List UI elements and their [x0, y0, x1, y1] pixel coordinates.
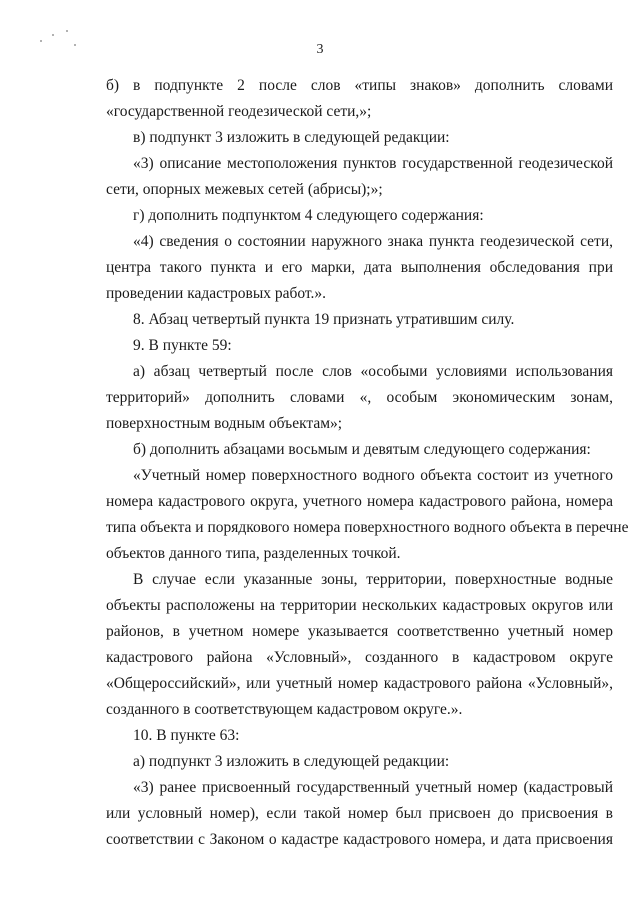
text-line: поверхностным водным объектам»; — [106, 415, 343, 432]
text-line: «Учетный номер поверхностного водного объекта состоит из учетного — [133, 467, 613, 484]
text-line: в) подпункт 3 изложить в следующей редакции: — [133, 129, 450, 146]
text-line: соответствии с Законом о кадастре кадастрового номера, и дата присвоения — [106, 831, 613, 848]
text-line: центра такого пункта и его марки, дата выполнения обследования при — [106, 259, 613, 276]
scan-speck — [66, 30, 68, 32]
text-line: «3) описание местоположения пунктов государственной геодезической — [133, 155, 613, 172]
text-line: «государственной геодезической сети,»; — [106, 103, 372, 120]
scan-speck — [52, 34, 54, 36]
text-line: а) абзац четвертый после слов «особыми условиями использования — [133, 363, 613, 380]
text-line: или условный номер), если такой номер был присвоен до присвоения в — [106, 805, 613, 822]
text-line: объекты расположены на территории нескольких кадастровых округов или — [106, 597, 613, 614]
text-line: территорий» дополнить словами «, особым экономическим зонам, — [106, 389, 613, 406]
text-line: «4) сведения о состоянии наружного знака пункта геодезической сети, — [133, 233, 613, 250]
text-line: г) дополнить подпунктом 4 следующего содержания: — [133, 207, 484, 224]
text-line: В случае если указанные зоны, территории, поверхностные водные — [133, 571, 613, 588]
text-line: б) в подпункте 2 после слов «типы знаков» дополнить словами — [106, 77, 613, 94]
page-number: 3 — [316, 42, 324, 57]
text-line: созданного в соответствующем кадастровом округе.». — [106, 701, 463, 718]
text-line: «3) ранее присвоенный государственный учетный номер (кадастровый — [133, 779, 613, 796]
text-line: проведении кадастровых работ.». — [106, 285, 327, 302]
text-line: 9. В пункте 59: — [133, 337, 232, 354]
text-line: кадастрового района «Условный», созданного в кадастровом округе — [106, 649, 613, 666]
text-line: объектов данного типа, разделенных точкой. — [106, 545, 401, 562]
text-line: районов, в учетном номере указывается соответственно учетный номер — [106, 623, 613, 640]
text-line: типа объекта и порядкового номера поверхностного водного объекта в перечне — [106, 519, 629, 536]
text-line: б) дополнить абзацами восьмым и девятым следующего содержания: — [133, 441, 591, 458]
text-line: сети, опорных межевых сетей (абрисы);»; — [106, 181, 383, 198]
text-line: 8. Абзац четвертый пункта 19 признать утратившим силу. — [133, 311, 515, 328]
text-line: а) подпункт 3 изложить в следующей редакции: — [133, 753, 450, 770]
text-line: номера кадастрового округа, учетного номера кадастрового района, номера — [106, 493, 613, 510]
text-line: 10. В пункте 63: — [133, 727, 240, 744]
text-line: «Общероссийский», или учетный номер кадастрового района «Условный», — [106, 675, 613, 692]
